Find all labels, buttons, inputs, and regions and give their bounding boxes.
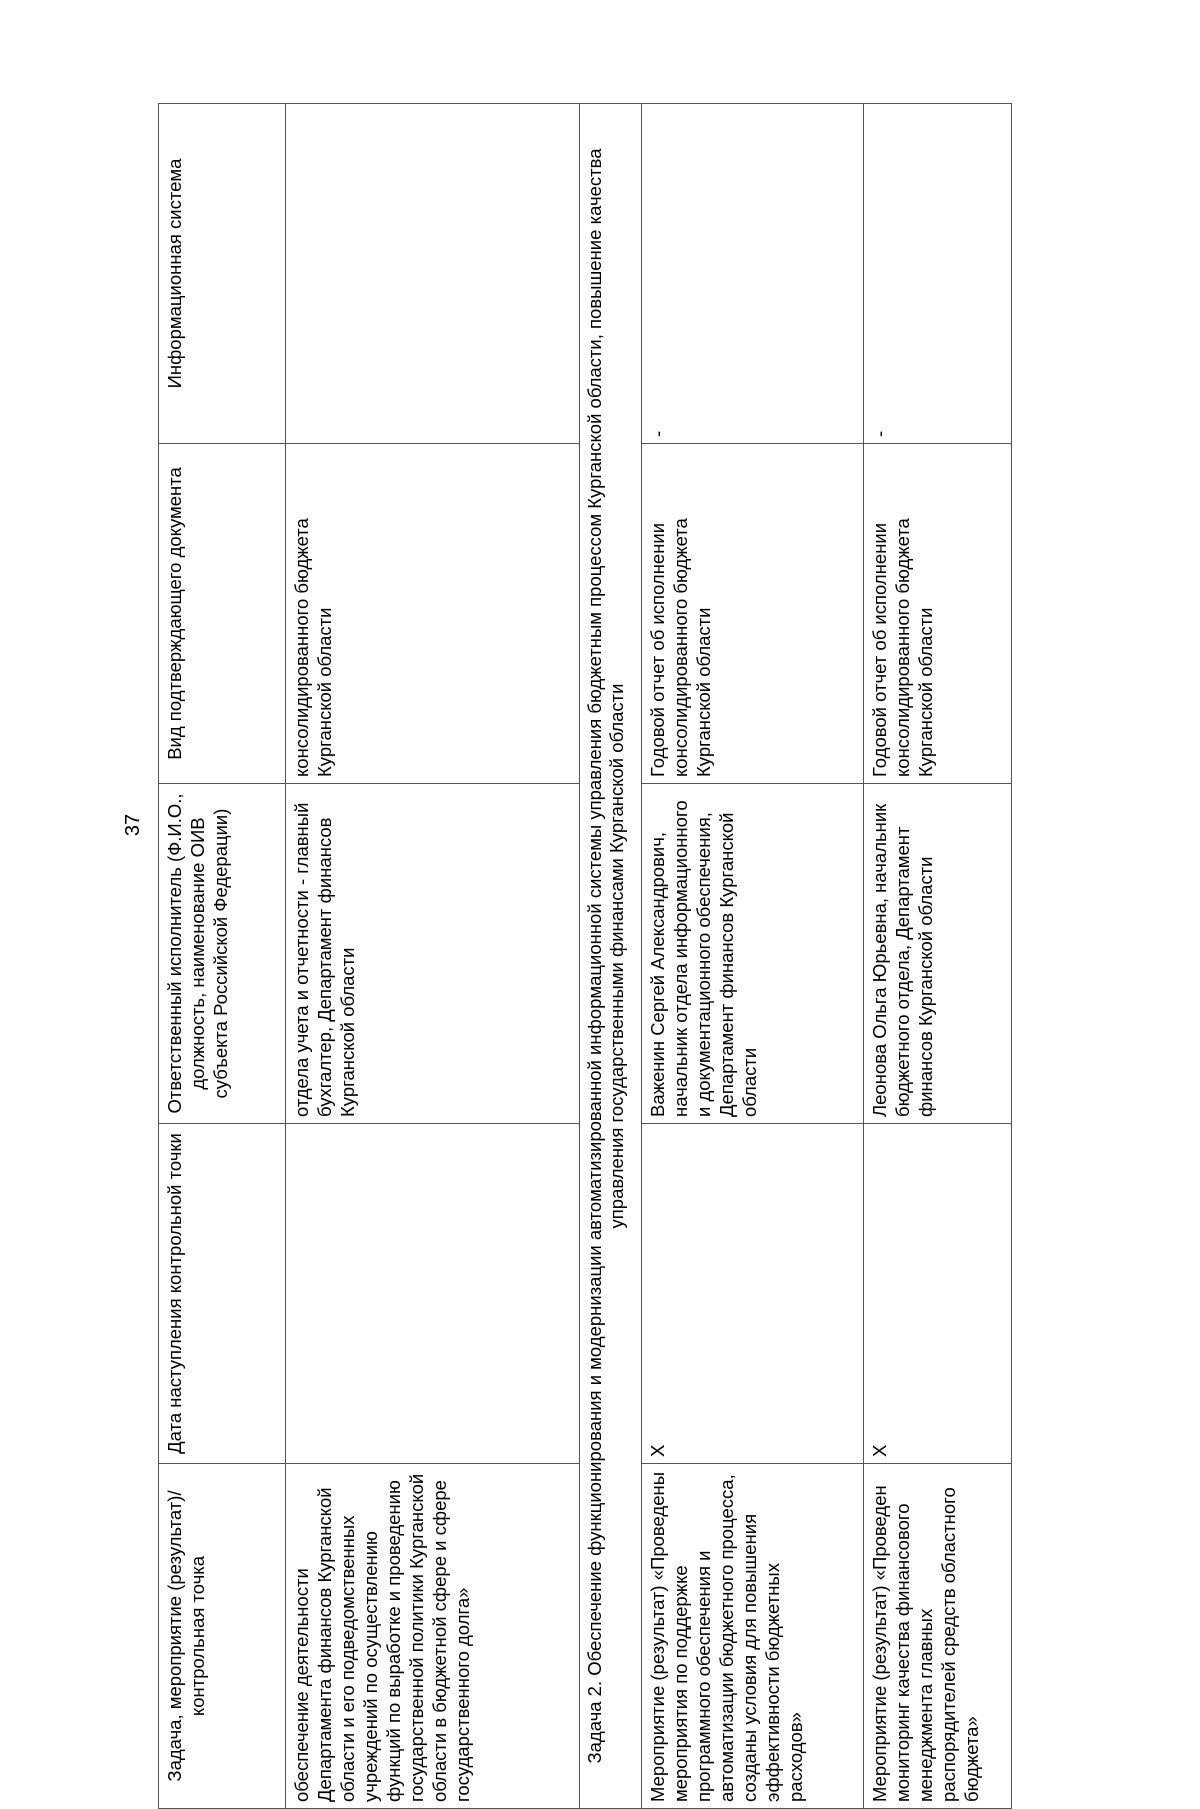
row2-document: Годовой отчет об исполнении консолидированного бюджета Курганской области [642, 444, 864, 784]
section-row [580, 104, 642, 1809]
row2-task: Мероприятие (результат) «Проведены мероприятия по поддержке программного обеспечения и автоматизации бюджетного процесса, созданы условия для повышения эффективности бюджетных расходов» [642, 1464, 864, 1809]
row1-responsible: отдела учета и отчетности - главный бухгалтер, Департамент финансов Курганской области [286, 784, 580, 1124]
header-document: Вид подтверждающего документа [159, 444, 286, 784]
header-task: Задача, мероприятие (результат)/контрольная точка [159, 1464, 286, 1809]
row2-info-system: - [642, 104, 864, 444]
row1-info-system [286, 104, 580, 444]
row2-date: X [642, 1124, 864, 1464]
row3-responsible: Леонова Ольга Юрьевна, начальник бюджетного отдела, Департамент финансов Курганской области [864, 784, 1012, 1124]
section-title: Задача 2. Обеспечение функционирования и модернизации автоматизированной информационной системы управления бюджетным процессом Курганской области, повышение качества управления государственными финансами Курганской области [580, 104, 642, 1809]
row3-task: Мероприятие (результат) «Проведен мониторинг качества финансового менеджмента главных распорядителей средств областного бюджета» [864, 1464, 1012, 1809]
row1-task: обеспечение деятельности Департамента финансов Курганской области и его подведомственных учреждений по осуществлению функций по выработке и проведению государственной политики Курганской области в бюджетной сфере и сфере государственного долга» [286, 1464, 580, 1809]
row3-document: Годовой отчет об исполнении консолидированного бюджета Курганской области [864, 444, 1012, 784]
header-row [159, 104, 286, 1809]
row3-date: X [864, 1124, 1012, 1464]
row1-date [286, 1124, 580, 1464]
landscape-page [158, 104, 1011, 1809]
table-row [642, 104, 864, 1809]
table-row [286, 104, 580, 1809]
row1-document: консолидированного бюджета Курганской области [286, 444, 580, 784]
header-date: Дата наступления контрольной точки [159, 1124, 286, 1464]
table-row [864, 104, 1012, 1809]
page-number: 37 [122, 813, 144, 837]
row2-responsible: Важенин Сергей Александрович, начальник отдела информационного и документационного обеспечения, Департамент финансов Курганской области [642, 784, 864, 1124]
header-responsible: Ответственный исполнитель (Ф.И.О., должность, наименование ОИВ субъекта Российской Федерации) [159, 784, 286, 1124]
header-info-system: Информационная система [159, 104, 286, 444]
control-points-table [158, 103, 1012, 1809]
row3-info-system: - [864, 104, 1012, 444]
